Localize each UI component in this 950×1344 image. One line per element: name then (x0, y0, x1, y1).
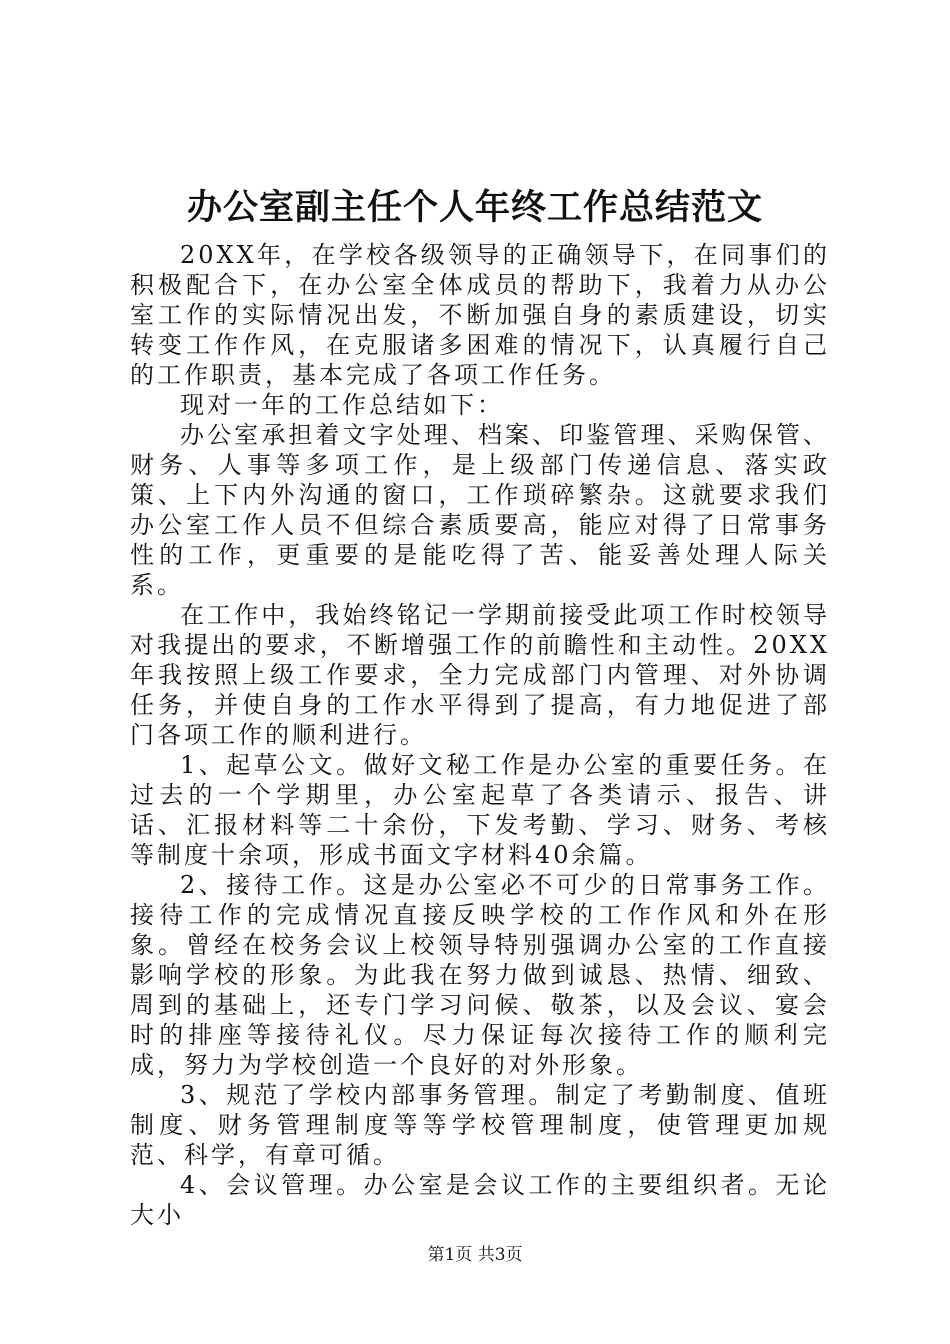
paragraph-item-drafting: 1、起草公文。做好文秘工作是办公室的重要任务。在过去的一个学期里，办公室起草了各类请示、报告、讲话、汇报材料等二十余份，下发考勤、学习、财务、考核等制度十余项，形成书面文字材料40余篇。 (130, 751, 830, 869)
paragraph-office-duties: 办公室承担着文字处理、档案、印鉴管理、采购保管、财务、人事等多项工作，是上级部门传递信息、落实政策、上下内外沟通的窗口，工作琐碎繁杂。这就要求我们办公室工作人员不但综合素质要高，能应对得了日常事务性的工作，更重要的是能吃得了苦、能妥善处理人际关系。 (130, 421, 830, 599)
paragraph-intro: 20XX年，在学校各级领导的正确领导下，在同事们的积极配合下，在办公室全体成员的帮助下，我着力从办公室工作的实际情况出发，不断加强自身的素质建设，切实转变工作作风，在克服诸多困难的情况下，认真履行自己的工作职责，基本完成了各项工作任务。 (130, 241, 830, 389)
paragraph-work-attitude: 在工作中，我始终铭记一学期前接受此项工作时校领导对我提出的要求，不断增强工作的前瞻性和主动性。20XX年我按照上级工作要求，全力完成部门内管理、对外协调任务，并使自身的工作水平得到了提高，有力地促进了部门各项工作的顺利进行。 (130, 601, 830, 749)
document-title: 办公室副主任个人年终工作总结范文 (186, 187, 763, 228)
paragraph-summary-lead: 现对一年的工作总结如下： (180, 391, 504, 419)
paragraph-item-reception: 2、接待工作。这是办公室必不可少的日常事务工作。接待工作的完成情况直接反映学校的工作作风和外在形象。曾经在校务会议上校领导特别强调办公室的工作直接影响学校的形象。为此我在努力做到诚恳、热情、细致、周到的基础上，还专门学习问候、敬茶，以及会议、宴会时的排座等接待礼仪。尽力保证每次接待工作的顺利完成，努力为学校创造一个良好的对外形象。 (130, 871, 830, 1079)
paragraph-item-management: 3、规范了学校内部事务管理。制定了考勤制度、值班制度、财务管理制度等等学校管理制度，使管理更加规范、科学，有章可循。 (130, 1081, 830, 1169)
page-number-footer: 第1页 共3页 (427, 1245, 523, 1265)
paragraph-item-meetings: 4、会议管理。办公室是会议工作的主要组织者。无论大小 (130, 1171, 830, 1229)
document-body (130, 240, 830, 1230)
